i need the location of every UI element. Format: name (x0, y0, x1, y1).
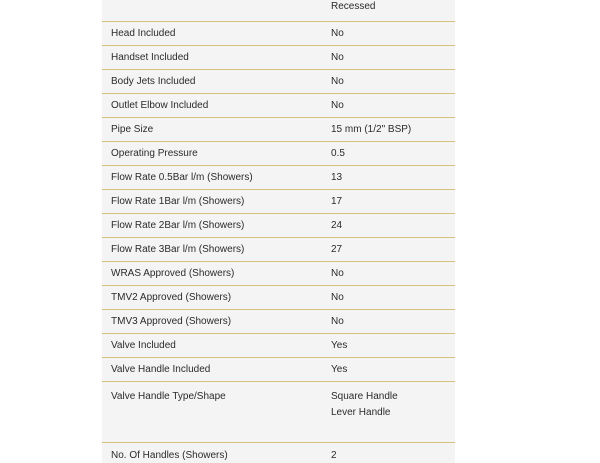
spec-value: No (322, 94, 455, 118)
spec-value: No (322, 70, 455, 94)
table-row (102, 310, 455, 334)
specifications-table (102, 0, 455, 463)
spec-label: Flow Rate 2Bar l/m (Showers) (102, 214, 322, 238)
spec-label: WRAS Approved (Showers) (102, 262, 322, 286)
table-row (102, 262, 455, 286)
table-row (102, 46, 455, 70)
table-row (102, 94, 455, 118)
spec-value: No (322, 262, 455, 286)
spec-label: No. Of Handles (Showers) (102, 443, 322, 463)
spec-value: No (322, 22, 455, 46)
spec-value: Yes (322, 334, 455, 358)
table-row (102, 190, 455, 214)
spec-value: Yes (322, 358, 455, 382)
spec-label (102, 0, 322, 22)
spec-label: Pipe Size (102, 118, 322, 142)
spec-value: No (322, 46, 455, 70)
table-row (102, 0, 455, 22)
spec-value: 24 (322, 214, 455, 238)
table-row (102, 70, 455, 94)
spec-value (322, 0, 455, 22)
spec-value: No (322, 286, 455, 310)
table-row (102, 382, 455, 443)
spec-label: Handset Included (102, 46, 322, 70)
spec-value-line: Lever Handle (331, 404, 455, 422)
spec-label: Head Included (102, 22, 322, 46)
spec-value-text: Recessed (331, 1, 375, 12)
spec-label: TMV3 Approved (Showers) (102, 310, 322, 334)
spec-label: Flow Rate 1Bar l/m (Showers) (102, 190, 322, 214)
table-row (102, 142, 455, 166)
spec-label: Valve Included (102, 334, 322, 358)
spec-label: TMV2 Approved (Showers) (102, 286, 322, 310)
spec-label: Flow Rate 3Bar l/m (Showers) (102, 238, 322, 262)
table-row (102, 358, 455, 382)
spec-label: Valve Handle Included (102, 358, 322, 382)
spec-value: 27 (322, 238, 455, 262)
table-row (102, 443, 455, 463)
table-row (102, 22, 455, 46)
spec-label: Operating Pressure (102, 142, 322, 166)
spec-value: 2 (322, 443, 455, 463)
spec-value: 15 mm (1/2" BSP) (322, 118, 455, 142)
spec-value: 17 (322, 190, 455, 214)
spec-label: Body Jets Included (102, 70, 322, 94)
spec-label: Outlet Elbow Included (102, 94, 322, 118)
table-row (102, 214, 455, 238)
spec-value (322, 382, 455, 443)
table-row (102, 334, 455, 358)
spec-value-line: Square Handle (331, 388, 455, 406)
spec-value: 13 (322, 166, 455, 190)
spec-label: Flow Rate 0.5Bar l/m (Showers) (102, 166, 322, 190)
spec-value: No (322, 310, 455, 334)
table-row (102, 238, 455, 262)
spec-label: Valve Handle Type/Shape (102, 382, 322, 443)
spec-value: 0.5 (322, 142, 455, 166)
table-row (102, 166, 455, 190)
table-row (102, 118, 455, 142)
table-row (102, 286, 455, 310)
